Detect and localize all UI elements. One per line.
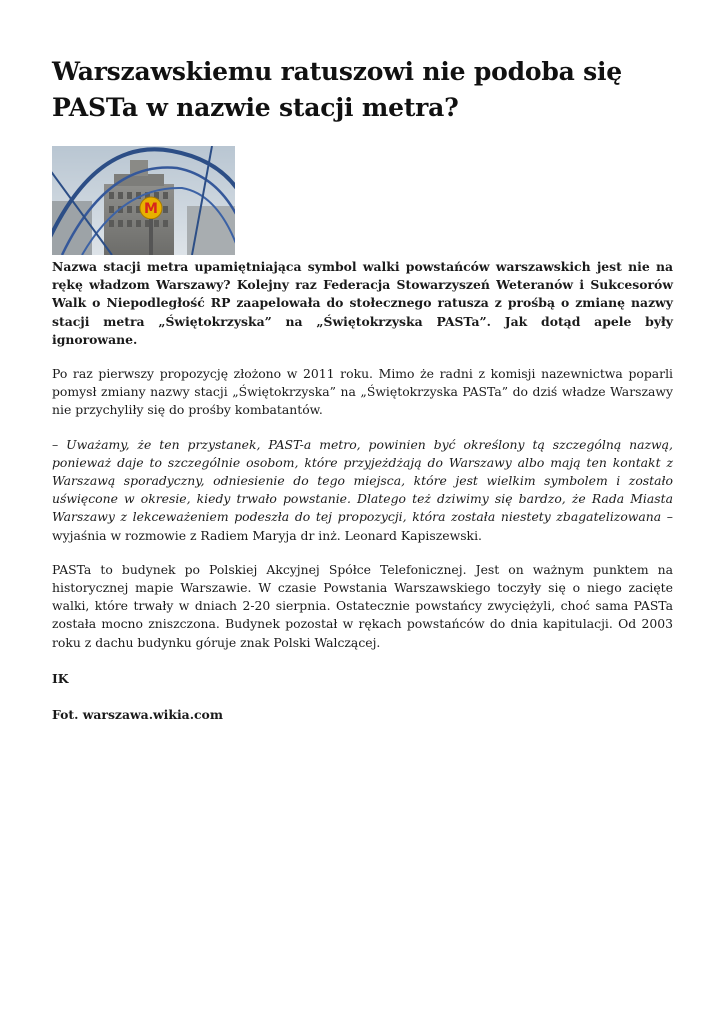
article-photo bbox=[52, 146, 235, 255]
article-paragraph-3: PASTa to budynek po Polskiej Akcyjnej Spółce Telefonicznej. Jest on ważnym punktem na historycznej mapie Warszawie. W czasie Powstania Warszawskiego toczyły się o niego zacięte walki, które trwały w dniach 2-20 sierpnia. Ostatecznie powstańcy zwyciężyli, choć sama PASTa została mocno zniszczona. Budynek pozostał w rękach powstańców do dnia kapitulacji. Od 2003 roku z dachu budynku góruje znak Polski Walczącej. bbox=[52, 561, 673, 650]
article-quote-paragraph bbox=[52, 436, 673, 545]
article-paragraph-1: Po raz pierwszy propozycję złożono w 2011 roku. Mimo że radni z komisji nazewnictwa poparli pomysł zmiany nazwy stacji „Świętokrzyska” na „Świętokrzyska PASTa” do dziś władze Warszawy nie przychyliły się do prośby kombatantów. bbox=[52, 366, 673, 418]
quote-text: – Uważamy, że ten przystanek, PAST-a metro, powinien być określony tą szczególną nazwą, ponieważ daje to szczególnie osobom, które przyjeżdżają do Warszawy albo mają ten kontakt z Warszawą sporadyczny, odniesienie do tego miejsca, które jest wielkim symbolem i zostało uświęcone w okresie, kiedy trwało powstanie. Dlatego też dziwimy się bardzo, że Rada Miasta Warszawy z lekceważeniem podeszła do tej propozycji, która została niestety zbagatelizowana bbox=[52, 436, 673, 525]
article bbox=[52, 54, 673, 724]
author-signature: IK bbox=[52, 670, 69, 686]
article-lead: Nazwa stacji metra upamiętniająca symbol walki powstańców warszawskich jest nie na rękę władzom Warszawy? Kolejny raz Federacja Stowarzyszeń Weteranów i Sukcesorów Walk o Niepodległość RP zaapelowała do stołecznego ratusza z prośbą o zmianę nazwy stacji metra „Świętokrzyska” na „Świętokrzyska PASTa”. Jak dotąd apele były ignorowane. bbox=[52, 259, 673, 347]
article-title: Warszawskiemu ratuszowi nie podoba się PASTa w nazwie stacji metra? bbox=[52, 57, 623, 122]
quote-attribution: – wyjaśnia w rozmowie z Radiem Maryja dr inż. Leonard Kapiszewski. bbox=[52, 509, 673, 543]
metro-logo-icon: M bbox=[144, 201, 158, 217]
photo-credit: Fot. warszawa.wikia.com bbox=[52, 707, 223, 723]
